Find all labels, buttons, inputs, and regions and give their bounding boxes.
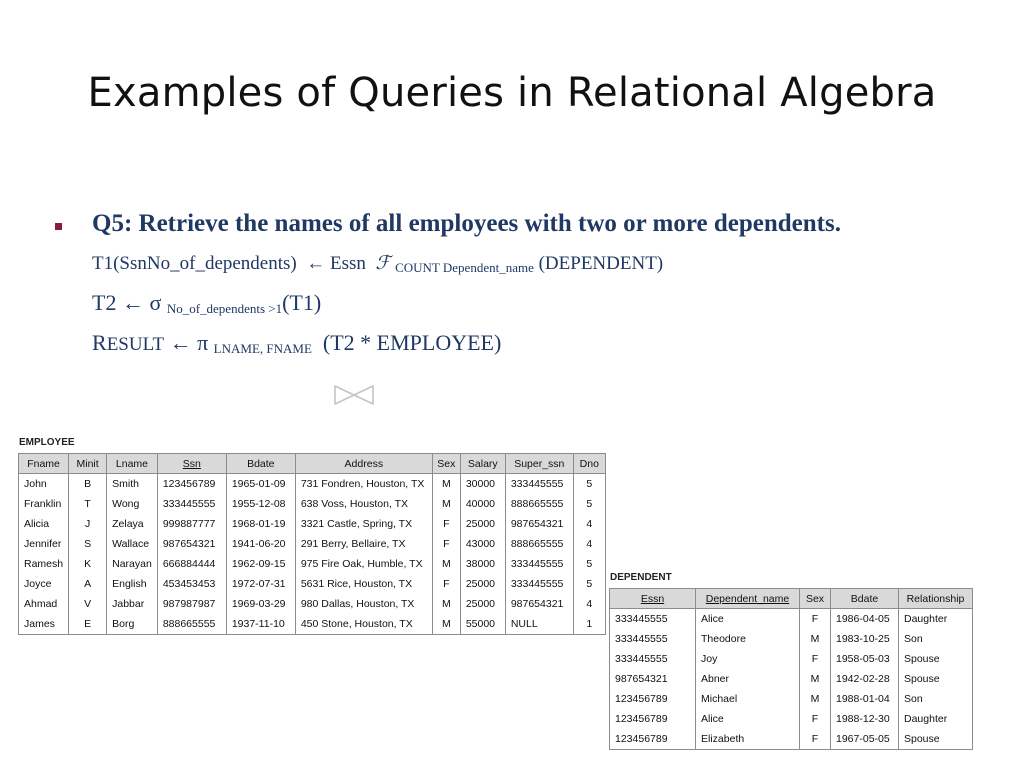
employee-cell: 333445555	[505, 474, 573, 495]
employee-cell: A	[69, 574, 107, 594]
dependent-row	[610, 669, 973, 689]
employee-cell: 5	[573, 494, 605, 514]
dependent-cell: Alice	[696, 609, 800, 630]
dependent-cell: 123456789	[610, 689, 696, 709]
employee-row	[19, 594, 606, 614]
employee-cell: 5	[573, 474, 605, 495]
assign-arrow: ←	[306, 253, 326, 274]
dependent-cell: Son	[899, 689, 973, 709]
assign-arrow: ←	[169, 330, 192, 355]
dependent-cell: M	[800, 689, 831, 709]
employee-header-row	[19, 454, 606, 474]
dependent-col-header: Sex	[800, 589, 831, 609]
dependent-cell: F	[800, 649, 831, 669]
employee-cell: M	[432, 474, 460, 495]
employee-cell: F	[432, 514, 460, 534]
employee-cell: 1968-01-19	[226, 514, 295, 534]
dependent-cell: 1967-05-05	[831, 729, 899, 750]
employee-cell: John	[19, 474, 69, 495]
employee-cell: 731 Fondren, Houston, TX	[295, 474, 432, 495]
employee-cell: Wong	[107, 494, 158, 514]
dependent-cell: Spouse	[899, 669, 973, 689]
employee-cell: Smith	[107, 474, 158, 495]
aggregate-symbol: ℱ	[375, 253, 391, 274]
dependent-cell: M	[800, 669, 831, 689]
line2-arg: (T1)	[282, 290, 322, 315]
employee-col-header: Fname	[19, 454, 69, 474]
employee-cell: Zelaya	[107, 514, 158, 534]
employee-cell: 4	[573, 514, 605, 534]
employee-cell: 888665555	[505, 534, 573, 554]
dependent-col-header: Essn	[610, 589, 696, 609]
employee-cell: 123456789	[157, 474, 226, 495]
employee-cell: Borg	[107, 614, 158, 635]
employee-cell: 5	[573, 574, 605, 594]
employee-cell: 333445555	[157, 494, 226, 514]
employee-table	[18, 453, 606, 635]
dependent-cell: Daughter	[899, 609, 973, 630]
dependent-col-header: Relationship	[899, 589, 973, 609]
employee-cell: 987654321	[505, 514, 573, 534]
dependent-col-header: Dependent_name	[696, 589, 800, 609]
dependent-table	[609, 588, 973, 750]
query-line-1	[92, 252, 663, 276]
dependent-cell: 1988-01-04	[831, 689, 899, 709]
employee-cell: 980 Dallas, Houston, TX	[295, 594, 432, 614]
dependent-cell: 123456789	[610, 729, 696, 750]
employee-row	[19, 494, 606, 514]
dependent-cell: Spouse	[899, 649, 973, 669]
dependent-row	[610, 729, 973, 750]
employee-cell: M	[432, 554, 460, 574]
employee-cell: 888665555	[157, 614, 226, 635]
employee-cell: 5631 Rice, Houston, TX	[295, 574, 432, 594]
employee-cell: 638 Voss, Houston, TX	[295, 494, 432, 514]
dependent-cell: 333445555	[610, 649, 696, 669]
employee-cell: 3321 Castle, Spring, TX	[295, 514, 432, 534]
employee-cell: M	[432, 594, 460, 614]
employee-cell: 1972-07-31	[226, 574, 295, 594]
employee-cell: Narayan	[107, 554, 158, 574]
natural-join-icon	[333, 384, 375, 406]
aggregate-function: COUNT Dependent_name	[395, 260, 534, 275]
employee-cell: F	[432, 534, 460, 554]
employee-row	[19, 474, 606, 495]
employee-cell: 4	[573, 534, 605, 554]
employee-cell: 1965-01-09	[226, 474, 295, 495]
employee-row	[19, 574, 606, 594]
slide-title: Examples of Queries in Relational Algebra	[87, 70, 937, 116]
employee-cell: Joyce	[19, 574, 69, 594]
dependent-cell: Elizabeth	[696, 729, 800, 750]
employee-col-header: Minit	[69, 454, 107, 474]
employee-cell: K	[69, 554, 107, 574]
employee-row	[19, 534, 606, 554]
dependent-cell: F	[800, 709, 831, 729]
dependent-row	[610, 609, 973, 630]
employee-row	[19, 514, 606, 534]
employee-cell: Ramesh	[19, 554, 69, 574]
employee-cell: S	[69, 534, 107, 554]
dependent-cell: 987654321	[610, 669, 696, 689]
employee-cell: 25000	[460, 594, 505, 614]
employee-col-header: Bdate	[226, 454, 295, 474]
dependent-cell: 123456789	[610, 709, 696, 729]
employee-cell: 987654321	[157, 534, 226, 554]
dependent-cell: F	[800, 729, 831, 750]
dependent-cell: Son	[899, 629, 973, 649]
employee-cell: J	[69, 514, 107, 534]
employee-cell: 40000	[460, 494, 505, 514]
employee-cell: 987987987	[157, 594, 226, 614]
employee-cell: Franklin	[19, 494, 69, 514]
employee-cell: 453453453	[157, 574, 226, 594]
dependent-cell: Abner	[696, 669, 800, 689]
employee-cell: 1969-03-29	[226, 594, 295, 614]
employee-cell: M	[432, 494, 460, 514]
dependent-cell: 1958-05-03	[831, 649, 899, 669]
employee-cell: 30000	[460, 474, 505, 495]
employee-cell: B	[69, 474, 107, 495]
dependent-cell: Daughter	[899, 709, 973, 729]
project-operator: π	[197, 330, 209, 355]
employee-col-header: Ssn	[157, 454, 226, 474]
employee-cell: 25000	[460, 574, 505, 594]
employee-col-header: Dno	[573, 454, 605, 474]
employee-cell: 333445555	[505, 574, 573, 594]
line3-lhs-first: R	[92, 330, 107, 355]
query-heading: Q5: Retrieve the names of all employees with two or more dependents.	[92, 210, 841, 237]
employee-cell: 975 Fire Oak, Humble, TX	[295, 554, 432, 574]
employee-col-header: Sex	[432, 454, 460, 474]
employee-cell: James	[19, 614, 69, 635]
employee-cell: 987654321	[505, 594, 573, 614]
dependent-row	[610, 649, 973, 669]
dependent-cell: 1986-04-05	[831, 609, 899, 630]
employee-cell: English	[107, 574, 158, 594]
dependent-row	[610, 709, 973, 729]
line3-lhs-rest: ESULT	[106, 334, 165, 355]
dependent-cell: 333445555	[610, 629, 696, 649]
project-attributes: LNAME, FNAME	[213, 341, 312, 356]
employee-cell: 1962-09-15	[226, 554, 295, 574]
employee-cell: Ahmad	[19, 594, 69, 614]
dependent-cell: 1942-02-28	[831, 669, 899, 689]
employee-cell: 888665555	[505, 494, 573, 514]
dependent-header-row	[610, 589, 973, 609]
employee-row	[19, 614, 606, 635]
employee-cell: NULL	[505, 614, 573, 635]
dependent-table-label: DEPENDENT	[610, 572, 672, 583]
dependent-cell: F	[800, 609, 831, 630]
employee-cell: E	[69, 614, 107, 635]
dependent-cell: Michael	[696, 689, 800, 709]
dependent-cell: Alice	[696, 709, 800, 729]
employee-col-header: Address	[295, 454, 432, 474]
employee-cell: Jennifer	[19, 534, 69, 554]
employee-cell: T	[69, 494, 107, 514]
employee-cell: 333445555	[505, 554, 573, 574]
employee-cell: 38000	[460, 554, 505, 574]
employee-col-header: Salary	[460, 454, 505, 474]
dependent-cell: Joy	[696, 649, 800, 669]
line1-arg: (DEPENDENT)	[538, 253, 664, 274]
employee-cell: 5	[573, 554, 605, 574]
employee-cell: 291 Berry, Bellaire, TX	[295, 534, 432, 554]
line3-arg: (T2 * EMPLOYEE)	[322, 330, 502, 355]
line1-lhs: T1(SsnNo_of_dependents)	[92, 253, 297, 274]
employee-cell: 999887777	[157, 514, 226, 534]
employee-cell: F	[432, 574, 460, 594]
employee-cell: 4	[573, 594, 605, 614]
dependent-cell: Theodore	[696, 629, 800, 649]
employee-cell: 1955-12-08	[226, 494, 295, 514]
employee-cell: 1941-06-20	[226, 534, 295, 554]
line2-lhs: T2	[92, 290, 117, 315]
employee-col-header: Lname	[107, 454, 158, 474]
dependent-cell: 1988-12-30	[831, 709, 899, 729]
line1-group: Essn	[330, 253, 366, 274]
employee-cell: V	[69, 594, 107, 614]
dependent-cell: 1983-10-25	[831, 629, 899, 649]
employee-cell: Alicia	[19, 514, 69, 534]
employee-cell: 43000	[460, 534, 505, 554]
employee-row	[19, 554, 606, 574]
employee-cell: 1	[573, 614, 605, 635]
assign-arrow: ←	[121, 290, 144, 315]
bullet-marker	[55, 223, 62, 230]
dependent-cell: 333445555	[610, 609, 696, 630]
select-condition: No_of_dependents >1	[166, 301, 283, 316]
employee-cell: Jabbar	[107, 594, 158, 614]
employee-col-header: Super_ssn	[505, 454, 573, 474]
dependent-row	[610, 689, 973, 709]
dependent-cell: M	[800, 629, 831, 649]
employee-cell: 25000	[460, 514, 505, 534]
dependent-row	[610, 629, 973, 649]
employee-cell: Wallace	[107, 534, 158, 554]
dependent-col-header: Bdate	[831, 589, 899, 609]
query-line-3	[92, 330, 501, 357]
employee-cell: 666884444	[157, 554, 226, 574]
dependent-cell: Spouse	[899, 729, 973, 750]
employee-table-label: EMPLOYEE	[19, 437, 75, 448]
employee-cell: 450 Stone, Houston, TX	[295, 614, 432, 635]
employee-cell: 1937-11-10	[226, 614, 295, 635]
employee-cell: 55000	[460, 614, 505, 635]
employee-cell: M	[432, 614, 460, 635]
query-line-2	[92, 290, 321, 317]
select-operator: σ	[149, 290, 162, 315]
